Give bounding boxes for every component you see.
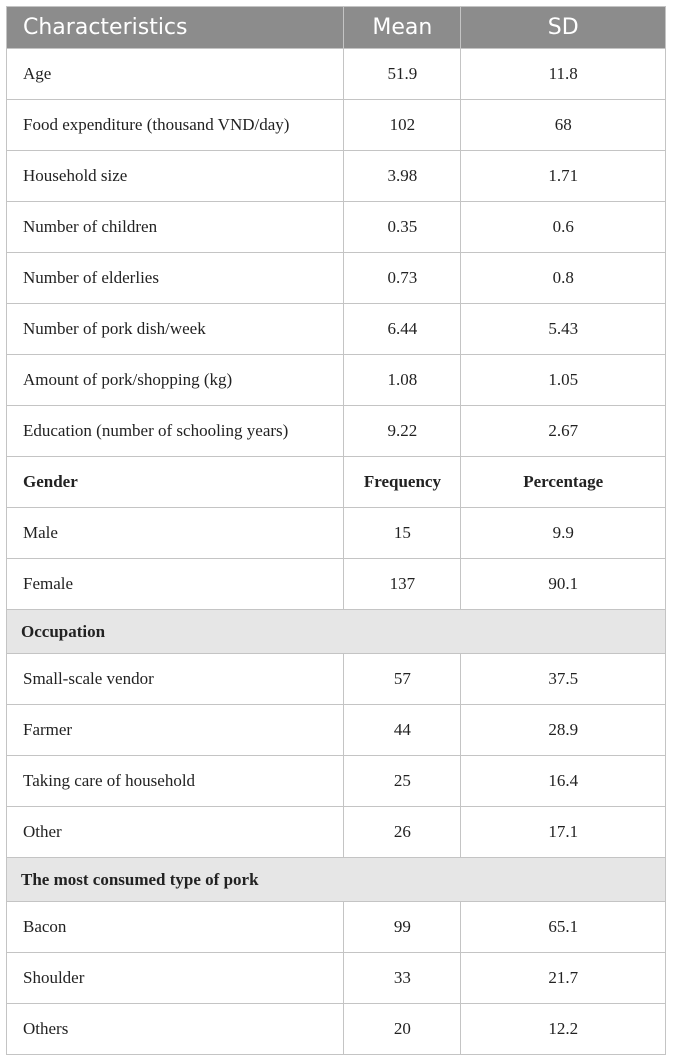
row-label: Female bbox=[7, 559, 344, 610]
table-row bbox=[7, 202, 666, 253]
table-row bbox=[7, 1004, 666, 1055]
frequency-header: Frequency bbox=[344, 457, 461, 508]
row-frequency: 137 bbox=[344, 559, 461, 610]
row-label: Small-scale vendor bbox=[7, 654, 344, 705]
table-row bbox=[7, 151, 666, 202]
row-label: Household size bbox=[7, 151, 344, 202]
row-sd: 11.8 bbox=[461, 49, 666, 100]
table-row bbox=[7, 559, 666, 610]
header-characteristics: Characteristics bbox=[7, 7, 344, 49]
row-mean: 9.22 bbox=[344, 406, 461, 457]
row-percentage: 17.1 bbox=[461, 807, 666, 858]
header-sd: SD bbox=[461, 7, 666, 49]
row-mean: 3.98 bbox=[344, 151, 461, 202]
pork-type-section-row bbox=[7, 858, 666, 902]
row-mean: 6.44 bbox=[344, 304, 461, 355]
row-sd: 0.8 bbox=[461, 253, 666, 304]
gender-subheader-row bbox=[7, 457, 666, 508]
row-percentage: 28.9 bbox=[461, 705, 666, 756]
row-label: Number of children bbox=[7, 202, 344, 253]
row-percentage: 9.9 bbox=[461, 508, 666, 559]
occupation-section-title: Occupation bbox=[7, 610, 666, 654]
row-label: Male bbox=[7, 508, 344, 559]
table-row bbox=[7, 406, 666, 457]
pork-type-section-title: The most consumed type of pork bbox=[7, 858, 666, 902]
row-percentage: 65.1 bbox=[461, 902, 666, 953]
row-mean: 1.08 bbox=[344, 355, 461, 406]
table-row bbox=[7, 49, 666, 100]
row-frequency: 25 bbox=[344, 756, 461, 807]
table-row bbox=[7, 807, 666, 858]
table-header bbox=[7, 7, 666, 49]
percentage-header: Percentage bbox=[461, 457, 666, 508]
row-label: Amount of pork/shopping (kg) bbox=[7, 355, 344, 406]
gender-label: Gender bbox=[7, 457, 344, 508]
row-sd: 0.6 bbox=[461, 202, 666, 253]
row-label: Shoulder bbox=[7, 953, 344, 1004]
row-frequency: 20 bbox=[344, 1004, 461, 1055]
row-label: Number of pork dish/week bbox=[7, 304, 344, 355]
header-row bbox=[7, 7, 666, 49]
row-frequency: 33 bbox=[344, 953, 461, 1004]
table-row bbox=[7, 705, 666, 756]
table-body bbox=[7, 49, 666, 1055]
row-percentage: 12.2 bbox=[461, 1004, 666, 1055]
table-row bbox=[7, 902, 666, 953]
row-percentage: 16.4 bbox=[461, 756, 666, 807]
row-frequency: 15 bbox=[344, 508, 461, 559]
row-label: Bacon bbox=[7, 902, 344, 953]
row-sd: 2.67 bbox=[461, 406, 666, 457]
row-label: Other bbox=[7, 807, 344, 858]
row-frequency: 99 bbox=[344, 902, 461, 953]
table-row bbox=[7, 253, 666, 304]
row-frequency: 44 bbox=[344, 705, 461, 756]
row-sd: 1.71 bbox=[461, 151, 666, 202]
row-label: Food expenditure (thousand VND/day) bbox=[7, 100, 344, 151]
header-mean: Mean bbox=[344, 7, 461, 49]
table-row bbox=[7, 953, 666, 1004]
row-sd: 5.43 bbox=[461, 304, 666, 355]
row-percentage: 90.1 bbox=[461, 559, 666, 610]
table-row bbox=[7, 756, 666, 807]
row-label: Taking care of household bbox=[7, 756, 344, 807]
row-frequency: 57 bbox=[344, 654, 461, 705]
row-percentage: 21.7 bbox=[461, 953, 666, 1004]
row-label: Education (number of schooling years) bbox=[7, 406, 344, 457]
occupation-section-row bbox=[7, 610, 666, 654]
row-mean: 102 bbox=[344, 100, 461, 151]
row-label: Others bbox=[7, 1004, 344, 1055]
table-wrapper bbox=[6, 6, 666, 1055]
row-label: Age bbox=[7, 49, 344, 100]
row-frequency: 26 bbox=[344, 807, 461, 858]
row-mean: 51.9 bbox=[344, 49, 461, 100]
row-mean: 0.73 bbox=[344, 253, 461, 304]
table-row bbox=[7, 100, 666, 151]
table-row bbox=[7, 355, 666, 406]
row-label: Number of elderlies bbox=[7, 253, 344, 304]
row-sd: 1.05 bbox=[461, 355, 666, 406]
table-row bbox=[7, 654, 666, 705]
row-mean: 0.35 bbox=[344, 202, 461, 253]
characteristics-table bbox=[6, 6, 666, 1055]
row-label: Farmer bbox=[7, 705, 344, 756]
row-sd: 68 bbox=[461, 100, 666, 151]
table-row bbox=[7, 304, 666, 355]
table-row bbox=[7, 508, 666, 559]
row-percentage: 37.5 bbox=[461, 654, 666, 705]
